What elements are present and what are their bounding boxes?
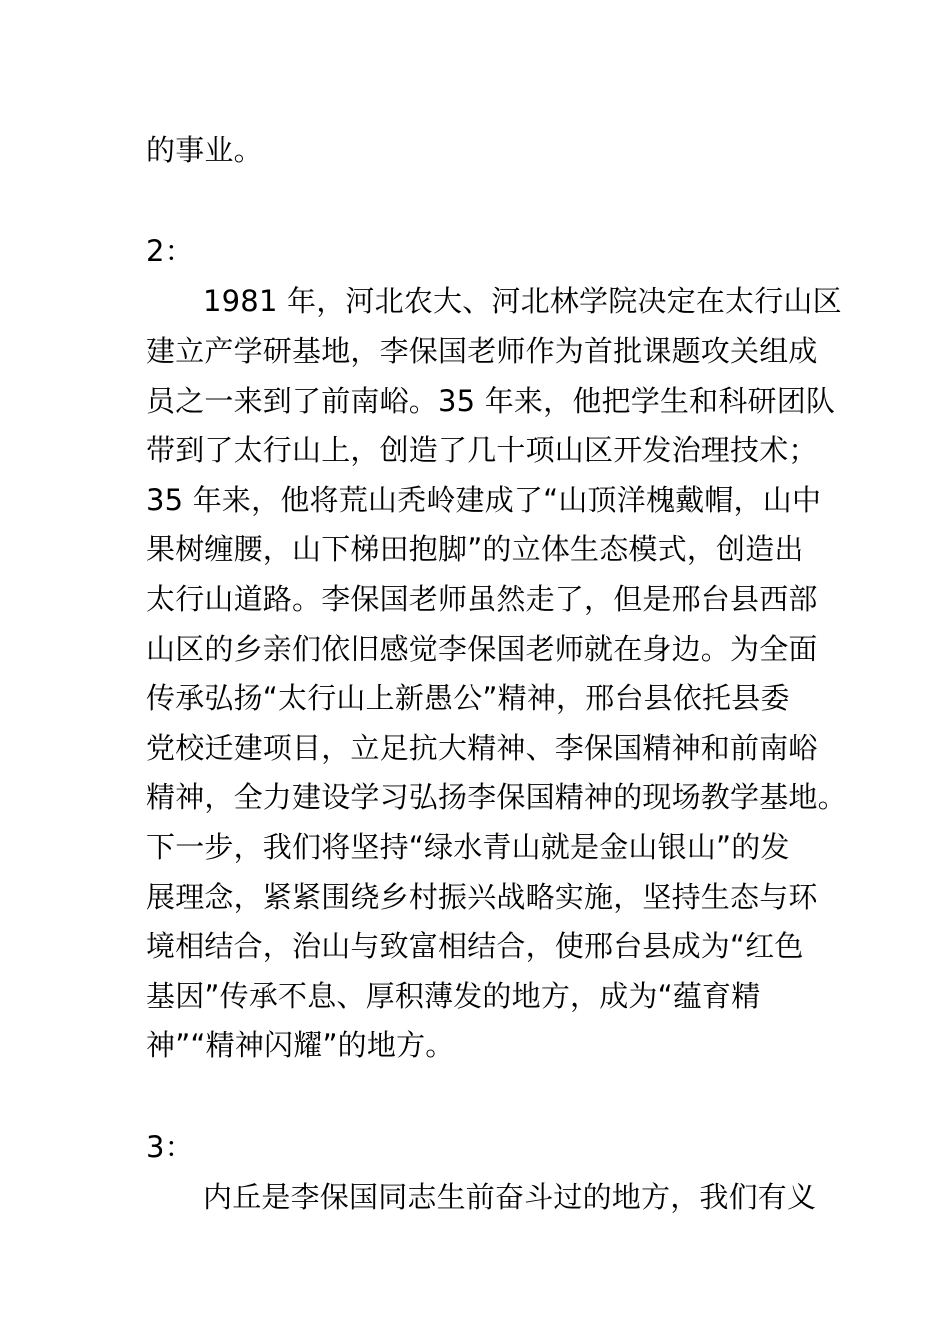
text-line: 35 年来，他将荒山秃岭建成了“山顶洋槐戴帽，山中 [146, 483, 822, 517]
text-line: 内丘是李保国同志生前奋斗过的地方，我们有义 [203, 1180, 817, 1214]
text-line: 党校迁建项目，立足抗大精神、李保国精神和前南峪 [146, 731, 818, 765]
section-2-label: 2： [146, 234, 194, 268]
text-line: 基因”传承不息、厚积薄发的地方，成为“蕴育精 [146, 979, 761, 1013]
text-line: 员之一来到了前南峪。35 年来，他把学生和科研团队 [146, 384, 836, 418]
text-line: 山区的乡亲们依旧感觉李保国老师就在身边。为全面 [146, 632, 818, 666]
text-line: 展理念，紧紧围绕乡村振兴战略实施，坚持生态与环 [146, 880, 818, 914]
text-line: 果树缠腰，山下梯田抱脚”的立体生态模式，创造出 [146, 532, 804, 566]
text-line: 神”“精神闪耀”的地方。 [146, 1028, 455, 1062]
text-line: 境相结合，治山与致富相结合，使邢台县成为“红色 [146, 929, 804, 963]
section-3-label: 3： [146, 1130, 194, 1164]
text-line: 太行山道路。李保国老师虽然走了，但是邢台县西部 [146, 582, 818, 616]
text-line: 带到了太行山上，创造了几十项山区开发治理技术； [146, 433, 818, 467]
paragraph-tail: 的事业。 [146, 133, 263, 167]
text-line: 1981 年，河北农大、河北林学院决定在太行山区 [203, 284, 842, 318]
text-line: 精神，全力建设学习弘扬李保国精神的现场教学基地。 [146, 780, 847, 814]
text-line: 传承弘扬“太行山上新愚公”精神，邢台县依托县委 [146, 681, 790, 715]
text-line: 建立产学研基地，李保国老师作为首批课题攻关组成 [146, 334, 818, 368]
text-line: 下一步，我们将坚持“绿水青山就是金山银山”的发 [146, 830, 790, 864]
